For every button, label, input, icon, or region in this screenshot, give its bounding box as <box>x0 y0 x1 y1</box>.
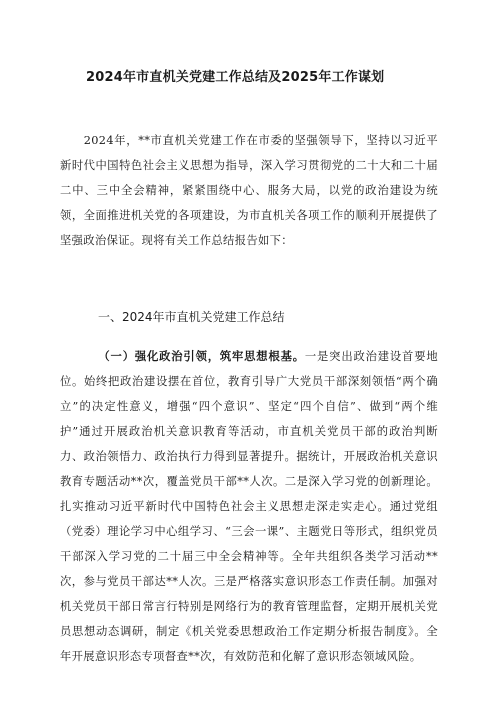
intro-paragraph: 2024年，**市直机关党建工作在市委的坚强领导下，坚持以习近平新时代中国特色社会主义思想为指导，深入学习贯彻党的二十大和二十届二中、三中全会精神，紧紧围绕中心、服务大局，以党的政治建设为统领，全面推进机关党的各项建设，为市直机关各项工作的顺利开展提供了坚强政治保证。现将有关工作总结报告如下： <box>60 134 438 247</box>
subsection-body: 一是突出政治建设首要地位。始终把政治建设摆在首位，教育引导广大党员干部深刻领悟“两个确立”的决定性意义，增强“四个意识”、坚定“四个自信”、做到“两个维护”通过开展政治机关意识教育等活动，市直机关党员干部的政治判断力、政治领悟力、政治执行力得到显著提升。据统计，开展政治机关意识教育专题活动**次，覆盖党员干部**人次。二是深入学习党的创新理论。扎实推动习近平新时代中国特色社会主义思想走深走实走心。通过党组（党委）理论学习中心组学习、“三会一课”、主题党日等形式，组织党员干部深入学习党的二十届三中全会精神等。全年共组织各类学习活动**次，参与党员干部达**人次。三是严格落实意识形态工作责任制。加强对机关党员干部日常言行特别是网络行为的教育管理监督，定期开展机关党员思想动态调研，制定《机关党委思想政治工作定期分析报告制度》。全年开展意识形态专项督查**次，有效防范和化解了意识形态领域风险。 <box>60 350 438 663</box>
document-title: 2024年市直机关党建工作总结及2025年工作谋划 <box>86 70 385 85</box>
subsection-heading: （一）强化政治引领，筑牢思想根基。 <box>98 350 305 363</box>
section-heading: 一、2024年市直机关党建工作总结 <box>98 310 285 324</box>
body-paragraph <box>60 344 438 669</box>
